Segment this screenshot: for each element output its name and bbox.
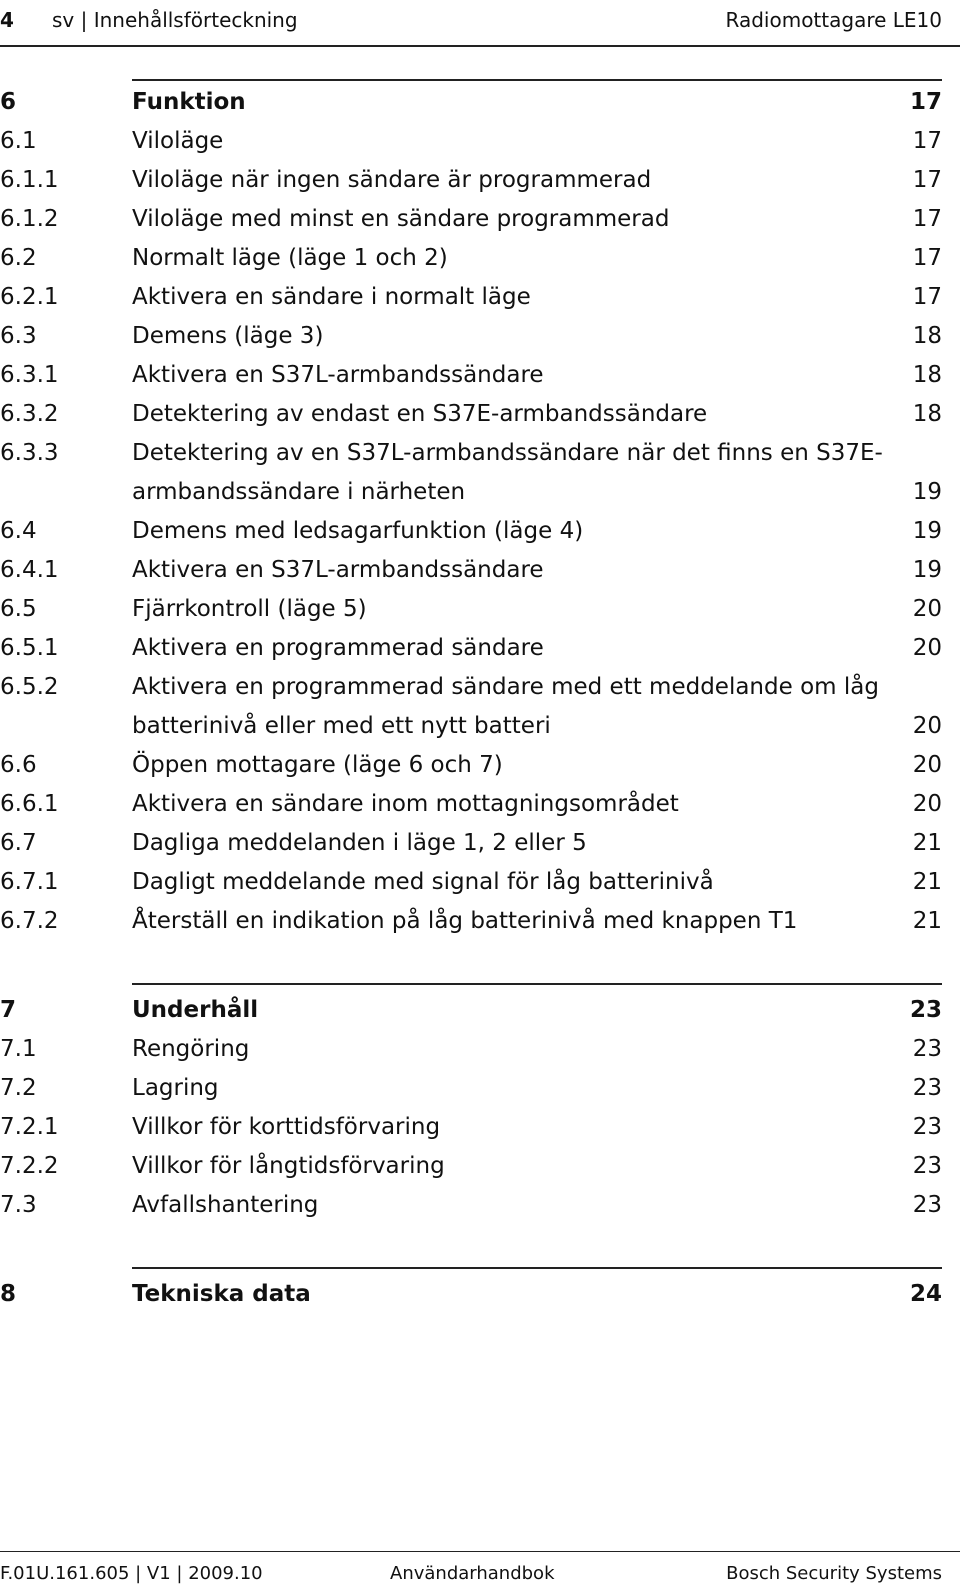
toc-number: 7.2.2 [0, 1153, 59, 1179]
toc-chapter-6 [0, 79, 960, 941]
toc-page: 17 [912, 206, 942, 232]
toc-entry[interactable] [0, 1186, 942, 1225]
toc-entry[interactable] [0, 395, 942, 434]
toc-title: Dagligt meddelande med signal för låg batterinivå [132, 869, 714, 895]
toc-title: Rengöring [132, 1036, 250, 1062]
toc-entry-list [0, 1030, 960, 1225]
toc-title: Avfallshantering [132, 1192, 319, 1218]
toc-page: 18 [912, 323, 942, 349]
toc-page: 20 [912, 596, 942, 622]
toc-title: Funktion [132, 89, 246, 115]
toc-page: 20 [912, 752, 942, 778]
toc-number: 6 [0, 89, 17, 115]
toc-number: 6.1 [0, 128, 37, 154]
toc-title: Öppen mottagare (läge 6 och 7) [132, 752, 503, 778]
toc-entry[interactable] [0, 512, 942, 551]
toc-title: Detektering av endast en S37E-armbandssändare [132, 401, 708, 427]
toc-title: Viloläge med minst en sändare programmerad [132, 206, 670, 232]
toc-number: 6.3.1 [0, 362, 59, 388]
toc-chapter-8 [0, 1267, 960, 1314]
toc-entry[interactable] [0, 434, 942, 512]
toc-title: Tekniska data [132, 1281, 311, 1307]
toc-entry[interactable] [0, 278, 942, 317]
toc-title: Detektering av en S37L-armbandssändare när det finns en S37E-armbandssändare i närheten [132, 440, 883, 505]
toc-entry[interactable] [0, 317, 942, 356]
toc-chapter-heading[interactable] [0, 991, 942, 1030]
table-of-contents [0, 70, 960, 1314]
toc-title: Viloläge [132, 128, 224, 154]
toc-chapter-7 [0, 983, 960, 1225]
toc-title: Underhåll [132, 997, 259, 1023]
toc-title: Fjärrkontroll (läge 5) [132, 596, 367, 622]
footer-divider [0, 1551, 960, 1552]
toc-number: 7.1 [0, 1036, 37, 1062]
toc-entry[interactable] [0, 746, 942, 785]
toc-number: 6.2 [0, 245, 37, 271]
toc-number: 6.6 [0, 752, 37, 778]
toc-number: 7 [0, 997, 17, 1023]
toc-entry[interactable] [0, 902, 942, 941]
toc-title: Demens med ledsagarfunktion (läge 4) [132, 518, 584, 544]
toc-number: 6.5 [0, 596, 37, 622]
toc-page: 24 [909, 1281, 942, 1307]
toc-title: Aktivera en programmerad sändare med ett meddelande om låg batterinivå eller med ett nytt batteri [132, 674, 879, 739]
chapter-divider [132, 1267, 942, 1269]
toc-entry[interactable] [0, 161, 942, 200]
toc-entry[interactable] [0, 590, 942, 629]
toc-page: 21 [912, 908, 942, 934]
toc-page: 23 [909, 997, 942, 1023]
toc-title: Återställ en indikation på låg batterinivå med knappen T1 [132, 908, 798, 934]
toc-number: 8 [0, 1281, 17, 1307]
footer-document-id: F.01U.161.605 | V1 | 2009.10 [0, 1563, 263, 1584]
footer-document-type: Användarhandbok [390, 1563, 555, 1584]
toc-page: 23 [912, 1114, 942, 1140]
page-number: 4 [0, 8, 14, 32]
toc-number: 6.4 [0, 518, 37, 544]
toc-title: Viloläge när ingen sändare är programmerad [132, 167, 652, 193]
toc-title: Aktivera en programmerad sändare [132, 635, 544, 661]
toc-page: 20 [912, 791, 942, 817]
toc-number: 6.7.2 [0, 908, 59, 934]
toc-entry[interactable] [0, 824, 942, 863]
toc-entry-list [0, 122, 960, 941]
toc-page: 19 [912, 518, 942, 544]
toc-page: 17 [912, 167, 942, 193]
toc-entry[interactable] [0, 1108, 942, 1147]
toc-title: Villkor för korttidsförvaring [132, 1114, 441, 1140]
toc-number: 6.3 [0, 323, 37, 349]
toc-title: Normalt läge (läge 1 och 2) [132, 245, 448, 271]
toc-entry[interactable] [0, 629, 942, 668]
toc-entry[interactable] [0, 1147, 942, 1186]
toc-chapter-heading[interactable] [0, 1275, 942, 1314]
toc-number: 6.4.1 [0, 557, 59, 583]
toc-title: Demens (läge 3) [132, 323, 324, 349]
toc-page: 23 [912, 1192, 942, 1218]
toc-entry[interactable] [0, 356, 942, 395]
header-section-title: sv | Innehållsförteckning [52, 8, 298, 32]
toc-number: 6.3.2 [0, 401, 59, 427]
toc-page: 19 [912, 479, 942, 505]
toc-entry[interactable] [0, 668, 942, 746]
toc-title: Dagliga meddelanden i läge 1, 2 eller 5 [132, 830, 587, 856]
toc-entry[interactable] [0, 200, 942, 239]
toc-entry[interactable] [0, 863, 942, 902]
toc-page: 23 [912, 1153, 942, 1179]
toc-page: 17 [912, 284, 942, 310]
toc-page: 19 [912, 557, 942, 583]
toc-number: 6.5.2 [0, 674, 59, 700]
chapter-divider [132, 983, 942, 985]
toc-page: 17 [909, 89, 942, 115]
header-divider [0, 45, 960, 47]
toc-page: 17 [912, 128, 942, 154]
toc-entry[interactable] [0, 551, 942, 590]
toc-page: 20 [912, 635, 942, 661]
footer-company: Bosch Security Systems [726, 1563, 942, 1584]
toc-number: 6.1.2 [0, 206, 59, 232]
toc-title: Aktivera en S37L-armbandssändare [132, 362, 544, 388]
toc-page: 23 [912, 1075, 942, 1101]
toc-number: 7.2.1 [0, 1114, 59, 1140]
toc-number: 6.6.1 [0, 791, 59, 817]
toc-number: 6.2.1 [0, 284, 59, 310]
page-footer [0, 1551, 960, 1591]
toc-number: 6.7 [0, 830, 37, 856]
toc-number: 6.7.1 [0, 869, 59, 895]
toc-entry[interactable] [0, 1030, 942, 1069]
toc-number: 6.5.1 [0, 635, 59, 661]
toc-title: Lagring [132, 1075, 219, 1101]
toc-title: Aktivera en sändare i normalt läge [132, 284, 531, 310]
toc-entry[interactable] [0, 1069, 942, 1108]
toc-chapter-heading[interactable] [0, 83, 942, 122]
toc-number: 7.3 [0, 1192, 37, 1218]
toc-entry[interactable] [0, 239, 942, 278]
toc-title: Aktivera en S37L-armbandssändare [132, 557, 544, 583]
toc-page: 23 [912, 1036, 942, 1062]
toc-page: 18 [912, 362, 942, 388]
toc-page: 17 [912, 245, 942, 271]
toc-number: 6.1.1 [0, 167, 59, 193]
toc-number: 7.2 [0, 1075, 37, 1101]
toc-page: 21 [912, 830, 942, 856]
toc-title: Villkor för långtidsförvaring [132, 1153, 445, 1179]
toc-title: Aktivera en sändare inom mottagningsområdet [132, 791, 679, 817]
toc-number: 6.3.3 [0, 440, 59, 466]
page-header [0, 0, 960, 44]
chapter-divider [132, 79, 942, 81]
toc-page: 18 [912, 401, 942, 427]
toc-page: 21 [912, 869, 942, 895]
header-product-name: Radiomottagare LE10 [725, 8, 942, 32]
toc-entry[interactable] [0, 785, 942, 824]
toc-page: 20 [912, 713, 942, 739]
toc-entry[interactable] [0, 122, 942, 161]
